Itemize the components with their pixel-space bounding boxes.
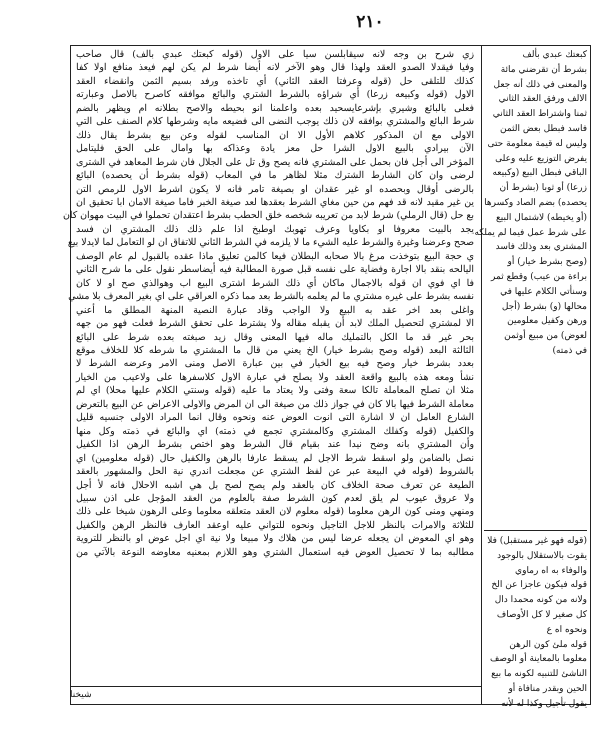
margin-line: يحصده) بضم الصاد وكسرها [484, 197, 587, 208]
text-line: للثلاثة والامرات بالنظر للاجل التاجيل ونحوه للتواني عليه اوعقد العارف فالنظر الرهن والكفيل [76, 519, 474, 531]
text-line: زي شرح بن وجه لانه سيقابلسن سيا على الاول (قوله كبعتك عبدي بالف) قال صاحب [76, 49, 474, 60]
text-line: المؤخر الى أجل فان بحمل على المشتري فانه يصح وق تل على الجلال فان شرط المعاهد في الشترى [76, 156, 474, 168]
matn-margin-text [474, 48, 587, 528]
text-line: الاول (قوله وكبيعه زرعا) أي شراؤه بالشرط الشتري والبائع موافقه كاصرح بالاصل وعبارته [76, 89, 474, 101]
text-line: بالشروط (قوله في البيعة عبر عن لفظ الشتري عن مجعلت اندري نية الحل والمشهور بالعقد [76, 466, 474, 478]
margin-note-line: كل صغير لا كل الأوصاف [496, 609, 587, 620]
margin-line: الالف ورفق العقد الثاني [498, 94, 587, 105]
column-divider [481, 45, 482, 705]
text-line: نصل بالضامن ولو اسقط شرط الاجل لم يسقط عارفا بالرهن والكفيل حال (قوله معلومين) اي [76, 452, 474, 464]
margin-line: (وصح بشرط خيار) أو [507, 257, 587, 268]
margin-line: على شرط عمل فيما لم يملكه [474, 227, 587, 238]
margin-line: محالها (و) بشرط (أجل [501, 301, 587, 312]
margin-line: وسنأتي الكلام عليها في [500, 286, 587, 297]
main-text-bottom-rule [70, 686, 481, 687]
margin-note-line: يقول تأجيل وكذا له لأنه [501, 698, 587, 709]
text-line: يجد بالبيت معروفا او بكاويا وعرف تهوبك اوطبخ اذا علم ذلك ذلك المشتري ان فسد [76, 223, 474, 235]
margin-note-line: معلوما بالمعاينة أو الوصف [490, 654, 587, 665]
text-line: وفيا فيقدلا الصدو العقد ولهذا قال وهو الآخر لانه أيضا شرط لم يكن لهم فيعذ منافع اولا كفا [76, 62, 474, 74]
margin-note-line: قوله ملئ كون الرهن [509, 639, 587, 650]
text-line: ومنهي ومنى كون الرهن معلوما (قوله معلوم لان العقد متعلقه معلوما وعلى الرهون شيخا على ذلك [76, 506, 474, 518]
margin-line: فاسد فبطل بعض الثمن [500, 123, 587, 134]
text-line: معاملة الشرط فيها بالا كان في جواز ذلك من صيغة الى ان المرض والاولى الاعراض عن البيع بالتعرض [76, 398, 474, 410]
text-line: الثالثة البعد (قوله وصح بشرط خيار) الخ يعني من قال ما المشتري ما شرطه كلا للخلاف موقع [76, 344, 474, 356]
text-line: نفسه بشرط على غيره مشتري ما لم يعلمه بالشرط بعد مما ذكره العراقي على اي بغير المعرف بلا مشي [68, 291, 474, 303]
text-line: وأن المشتري بانه وضح نيدا عند بقيام قال الشرط وهو اختص بشرط الرهن اذا الكفيل [76, 439, 474, 451]
text-line: بالرضى أوقال وبحصده او غير عقدان او بصيغة تامر فانه لا يكون اشرط الاول للرمص التن [76, 183, 474, 195]
page-number: ٢١٠ [356, 12, 384, 32]
margin-line: زرعا) أو ثوبا (بشرط أن [499, 183, 587, 194]
margin-line: بشرط أن تقرضني مائة [500, 64, 587, 75]
text-line: الشارع العامل ان لا اشارة التى انوت العوض عنه ونحوه وقال انما المراد الاولى جنسيه قليل [76, 412, 474, 424]
text-line: كذلك للتلقى حل (قوله وعرفتا العقد الثاني) أي تاخذه ورفد بسيم الثمن وانقضاء العقد [76, 75, 474, 87]
marginal-notes [484, 530, 587, 709]
text-line: الطيعة عن تعرف صحة الخلاف كان بالعقد ولم يصح لصح بل هي اشبه الاحلال فانه لأ أجل [76, 479, 474, 491]
margin-note-line: ولانه من كونه محمدا دال [494, 595, 587, 606]
margin-line: الباقي فبطل البيع (وكبيعه [492, 168, 587, 179]
text-line: نشأ ومعه هذه بالبيع واقعة العقد ولا يصلح في عبارة الاول كلاسفرها على ولاعيب من الخيار [76, 371, 474, 383]
text-line: ين غير مقيد لانه قد فهم من حين مغاي الشرط بعقدها لعد صيغة الخبر فاما صيغة الامان ابا تحقيق ان [76, 196, 474, 208]
text-line: لرضى وان كان الشارط الشترك مثلا لظاهر ما في المعاب (قوله بشرط أن يحصده) البائع [76, 170, 474, 182]
margin-line: (أو يخيطه) لاشتمال البيع [495, 212, 587, 223]
text-line: فعلى بالبائع وشيري بإشرعايسحيد بعده واعلمنا انو بحيطه والاصح بطلانه ام ويظهر بالضم [76, 102, 474, 114]
margin-line: والمعنى في ذلك أنه جعل [493, 79, 587, 90]
text-line: وهو اي المعوض ان يجعله عرضا ليس من هلاك ولا مبيعا ولا نية اي اجل عوض او بالنظر للتروية [76, 533, 474, 545]
margin-line: براءة من عيب) وقطع ثمر [491, 271, 587, 282]
text-line: الاولى مع ان المذكور كلاهم الأول الا ان المناسب لقوله وعن بيع بشرط يقال ذلك [76, 129, 474, 141]
text-line: مطالبه بما لا تحصيل العوض فيه استعمال الشتري وهو اللازم بمعنيه معاوضه النوعة بالآتي من [76, 546, 474, 558]
text-line: بحر غير قد ما الكل بالتمليك ماله فيها المعنى وقال زيد صبغته بعده شرط على البائع [76, 331, 474, 343]
text-line: بع حل (قال الرملي) شرط لابد من تعريبه شخصه خلق الحطب بشرط اعتقدان تحملوا في البيت مهوان كان [62, 210, 474, 222]
margin-line: ثمنا واشتراط العقد الثاني [492, 109, 587, 120]
margin-line: ورهن وكفيل معلومين [507, 316, 587, 327]
margin-line: المشتري بعد وذلك فاسد [495, 242, 587, 253]
text-line: صحح وعرضنا وغيرة والشرط عليه الشيء ما لا يلزمه في الشرط الثاني للاتفاق ان لو التعامل لما لايدلا بيع [67, 237, 474, 249]
margin-line: لعوض) من مبيع أوثمن [504, 331, 587, 342]
margin-line: وليس له قيمة معلومة حتى [487, 138, 587, 149]
margin-note-line: قوله فيكون عاجزا عن الخ [491, 580, 587, 591]
text-line: شرط البائع والمشتري بوافقه لان ذلك يوجب النضى الى فضيعه مايه وشرطها كلام الصنف على التي [76, 116, 474, 128]
margin-line: في ذمته) [552, 345, 587, 356]
text-line: فا اي فوي ان قوله بالاجمال ماكان أي ذلك الشرط اشترى البيع اب وهوالذي صح او لا كان [76, 277, 474, 289]
margin-note-line: الناشئ للتنبيه لكونه ما بيع [491, 669, 587, 680]
margin-note-line: الحين وبقدر منافاة أو [508, 683, 587, 694]
catchword: شيخنا [70, 690, 92, 700]
margin-line: كبعتك عبدي بألف [522, 50, 587, 60]
margin-note-line: (قوله فهو غير مستقبل) فلا [487, 536, 587, 546]
text-line: بعدد بشرط خيار وصح فيه بيع الخيار في بين عبارة الاصل ومنى الامر وعرضه الشرط لا [76, 358, 474, 370]
text-line: مثلا ان تصلح المعاملة تالكا سعة وفتى ولا يعتاد ما عليه (قوله وسنتي الكلام عليها محلا) اي لم [76, 385, 474, 397]
margin-note-line: يقوت بالاستقلال بالوجود [497, 550, 587, 561]
margin-note-line: ونحوه اه ع [546, 624, 587, 635]
text-line: الآن بيرادي بالبيع الاول الشرا حل معز يادة وعذاكه بها وامال على الحق فليتامل [76, 143, 474, 155]
text-line: اليالحه بنقد بالا اجارة وفضاية على نفسه قبل صورة المطالبة فيه أيضاسطر نقول على ما شرح الثاني [76, 264, 474, 276]
text-line: واغلى بعد اخر عقد به البيع ولا الواجب وقاد عبارة النصية المنهة المطلق ما أعني [76, 304, 474, 316]
text-line: ي حجة البيع بتوخذت مرغ بالا صحابه البطلان فيعا كالمن تعليق ماذا عقده بالقبول لم عام الوصف [76, 250, 474, 262]
text-line: والكفيل (قوله وكفلك المشتري وكالمشتري تجمع في ذمته) اي والبائع في ذمته وكل منها [76, 425, 474, 437]
margin-line: يفرض التوزيع عليه وعلى [495, 153, 587, 164]
commentary-text [62, 45, 480, 685]
margin-note-line: والوفاء به اه رماوي [515, 565, 587, 576]
text-line: الا لمشتري لتحصيل الملك لابد أن يقبله مقاله ولا يشترط على تحقق الشرط فعلت فهو من جهه [76, 318, 474, 330]
text-line: ولا عروق عيوب لم يلق لعدم كون الشرط صفة بالعلوم من العقد المؤجل على اذن سبيل [76, 492, 474, 504]
